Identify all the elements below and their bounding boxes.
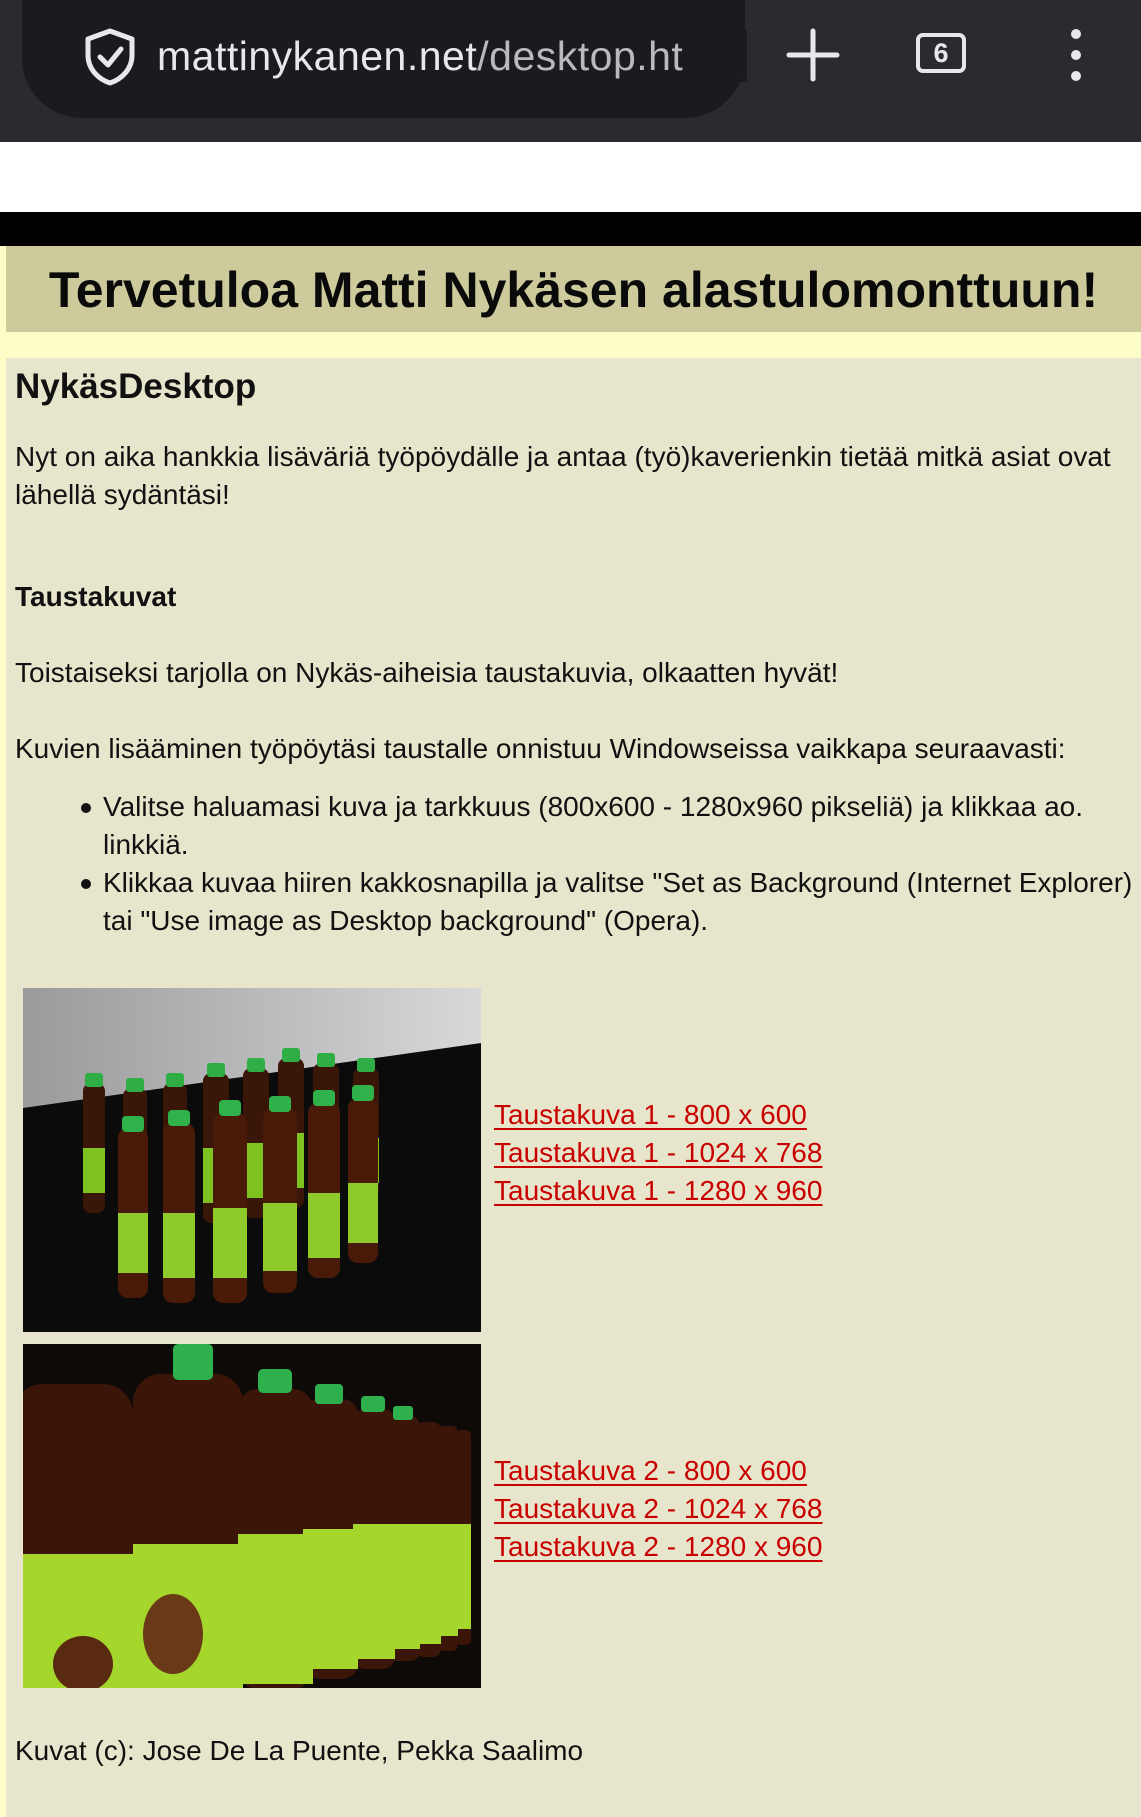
- wallpaper-thumbnail-1[interactable]: [23, 988, 481, 1332]
- list-item: Klikkaa kuvaa hiiren kakkosnapilla ja valitse "Set as Background (Internet Explorer) tai "Use image as Desktop background" (Opera).: [103, 864, 1133, 940]
- intro-paragraph: Nyt on aika hankkia lisäväriä työpöydälle ja antaa (työ)kaverienkin tietää mitkä asiat ovat lähellä sydäntäsi!: [15, 441, 1111, 510]
- main-content: [6, 358, 1141, 1817]
- tabs-icon[interactable]: 6: [916, 33, 966, 73]
- address-bar[interactable]: [22, 0, 745, 118]
- shield-icon[interactable]: [82, 27, 138, 87]
- offer-paragraph: Toistaiseksi tarjolla on Nykäs-aiheisia taustakuvia, olkaatten hyvät!: [15, 657, 839, 688]
- page-title: Tervetuloa Matti Nykäsen alastulomonttuun!: [48, 262, 1099, 318]
- url-text[interactable]: [157, 30, 747, 82]
- wallpaper-2-links: [494, 1452, 822, 1566]
- list-item: Valitse haluamasi kuva ja tarkkuus (800x600 - 1280x960 pikseliä) ja klikkaa ao. linkkiä.: [103, 788, 1133, 864]
- wallpaper-link[interactable]: Taustakuva 2 - 800 x 600: [494, 1455, 807, 1486]
- wallpaper-link[interactable]: Taustakuva 1 - 1024 x 768: [494, 1137, 823, 1168]
- instructions-list: [103, 788, 1133, 940]
- subheading-taustakuvat: Taustakuvat: [15, 581, 177, 612]
- banner-stripe: [0, 332, 1141, 358]
- site-banner: [6, 246, 1141, 332]
- more-vert-icon[interactable]: [1064, 27, 1088, 83]
- top-black-bar: [0, 212, 1141, 246]
- howto-paragraph: Kuvien lisääminen työpöytäsi taustalle onnistuu Windowseissa vaikkapa seuraavasti:: [15, 733, 1066, 764]
- wallpaper-1-links: [494, 1096, 822, 1210]
- wallpaper-link[interactable]: Taustakuva 2 - 1024 x 768: [494, 1493, 823, 1524]
- photo-credits: Kuvat (c): Jose De La Puente, Pekka Saalimo: [15, 1735, 584, 1766]
- plus-icon[interactable]: [785, 27, 841, 83]
- wallpaper-link[interactable]: Taustakuva 2 - 1280 x 960: [494, 1531, 823, 1562]
- wallpaper-link[interactable]: Taustakuva 1 - 800 x 600: [494, 1099, 807, 1130]
- url-host: mattinykanen.net: [157, 33, 478, 79]
- url-path: /desktop.ht: [477, 33, 684, 79]
- section-heading: NykäsDesktop: [15, 367, 257, 406]
- wallpaper-thumbnail-2[interactable]: [23, 1344, 481, 1688]
- browser-toolbar: [0, 0, 1141, 144]
- wallpaper-link[interactable]: Taustakuva 1 - 1280 x 960: [494, 1175, 823, 1206]
- page-top-spacer: [0, 142, 1141, 212]
